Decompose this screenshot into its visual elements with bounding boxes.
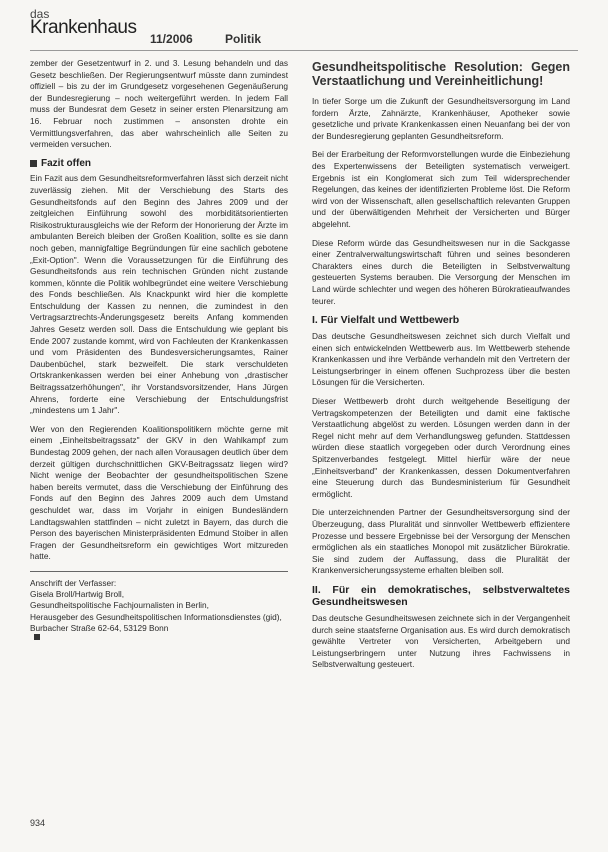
magazine-logo: [30, 8, 136, 37]
subheading-fazit: [30, 158, 288, 170]
resolution-title: Gesundheitspolitische Resolution: Gegen Verstaatlichung und Vereinheitlichung!: [312, 60, 570, 88]
square-bullet-icon: [30, 160, 37, 167]
body-paragraph: Dieser Wettbewerb droht durch weitgehende Beseitigung der Vertragskompetenzen der Beteiligten und damit eine faktische Verstaatlichung abgelöst zu werden. Lösungen werden dann in der Regel nicht mehr auf dem Verhandlungsweg gefunden. Stattdessen würden diese staatlich vorgegeben oder durch Verordnung eines Spitzenverbandes festgelegt. Mittel hierfür wäre der neue „Einheitsverband" der Krankenkassen, dessen Dokumentverfahren eine Steuerung durch das Bundesministerium für Gesundheit ermöglicht.: [312, 396, 570, 499]
address-line: Burbacher Straße 62-64, 53129 Bonn: [30, 622, 169, 633]
left-column: [30, 58, 288, 640]
page-number: 934: [30, 818, 46, 828]
logo-main-text: Krankenhaus: [30, 17, 137, 38]
page-header: [0, 0, 608, 52]
header-rule: [30, 50, 578, 51]
section-heading-1: I. Für Vielfalt und Wettbewerb: [312, 314, 460, 327]
address-line: Gisela Broll/Hartwig Broll,: [30, 589, 125, 600]
address-line: Gesundheitspolitische Fachjournalisten in Berlin,: [30, 600, 209, 611]
logo-small-text: das: [30, 7, 50, 21]
section-label: Politik: [225, 32, 262, 46]
end-mark-icon: [34, 634, 40, 640]
body-paragraph: Ein Fazit aus dem Gesundheitsreformverfahren lässt sich derzeit nicht zuverlässig ziehen. Mit der Verschiebung des Starts des Gesundheitsfonds auf den Beginn des Jahres 2009 und der zeitgleichen Einführung sowohl des morbiditätsorientierten Risikostrukturausgleichs wie der Reform der Honorierung der Ärzte im ambulanten Bereich bleiben der Großen Koalition, sollte es sie dann noch geben, mannigfaltige Begründungen für eine sachlich gebotene „Exit-Option". Wenn die Voraussetzungen für die Einführung des Gesundheitsfonds aus rein technischen Gründen nicht zustande kommen, könnte die Politik wohlbegründet eine weitere Verschiebung des Fonds beschließen. Als Knackpunkt wird hier die komplette Entschuldung der Kassen zu nennen, die zumindest in den Vertragsarztrechts-Änderungsgesetz bereits Anfang kommenden Jahres Gesetz werden soll. Dass die Entschuldung wie geplant bis Ende 2007 zustande kommt, wird von Fachleuten der Krankenkassen und vom Präsidenten des Bundesversicherungsamtes, Rainer Daubenbüchel, stark bezweifelt. Die stark verschuldeten Ortskrankenkassen werden bei einer Anhebung von „drastischer Beitragssatzerhöhungen", ihr Vorstandsvorsitzender, Hans Jürgen Ahrens, forderte eine Verschiebung der Entschuldungsfrist „mindestens um 1 Jahr".: [30, 173, 288, 416]
body-paragraph: Diese Reform würde das Gesundheitswesen nur in die Sackgasse einer Zentralverwaltungswirtschaft führen und seines besonderen Charakters eines durch die Beteiligten in Selbstverwaltung gesteuerten Systems berauben. Die Versorgung der Menschen im Land würde schlechter und wegen des höheren Bürokratieaufwandes teurer.: [312, 237, 570, 306]
body-paragraph: Bei der Erarbeitung der Reformvorstellungen wurde die Einbeziehung des Expertenwissens der Beteiligten systematisch verweigert. Ergebnis ist ein Konglomerat sich zum Teil widersprechender Regelungen, das keines der identifizierten Probleme löst. Die Reform wird von der Wissenschaft, allen gesellschaftlich relevanten Gruppen und der überwältigenden Mehrheit der Versicherten und Bürger abgelehnt.: [312, 149, 570, 229]
body-paragraph: In tiefer Sorge um die Zukunft der Gesundheitsversorgung im Land fordern Ärzte, Zahnärzte, Krankenhäuser, Apotheker sowie gesetzliche und private Krankenkassen einen Neuanfang bei der von der Bundesregierung geplanten Gesundheitsreform.: [312, 96, 570, 141]
body-paragraph: Die unterzeichnenden Partner der Gesundheitsversorgung sind der Überzeugung, dass Pluralität und sinnvoller Wettbewerb effizientere Prozesse und bessere Ergebnisse bei der Versorgung der Menschen ermöglichen als ein staatliches Monopol mit zusätzlicher Bürokratie. Sie sind zudem der Auffassung, dass die Pluralität der Krankenversicherungssysteme erhalten bleiben soll.: [312, 507, 570, 576]
address-label: Anschrift der Verfasser:: [30, 577, 117, 588]
body-paragraph: Wer von den Regierenden Koalitionspolitikern möchte gerne mit einem „Einheitsbeitragssatz" der GKV in den Wahlkampf zum Bundestag 2009 gehen, der nach allen Vorausagen deutlich über dem derzeit gültigen durchschnittlichen GKV-Beitragssatz liegen wird? Nicht wenige der Beobachter der gesundheitspolitischen Szene haben bereits vermutet, dass die Verschiebung der Einführung des Fonds auf den Beginn des Jahres 2009 auch dem Umstand geschuldet war, dass im Vorjahr in einigen Bundesländern Landtagswahlen stattfinden – nicht zuletzt in Bayern, das durch die Person des bayerischen Ministerpräsidenten Edmund Stoiber in allen Fragen der Gesundheitsreform ein gewichtiges Wort mitzureden hatte.: [30, 423, 288, 562]
section-heading-2: II. Für ein demokratisches, selbstverwaltetes Gesundheitswesen: [312, 583, 570, 608]
address-line: Herausgeber des Gesundheitspolitischen Informationsdienstes (gid),: [30, 611, 282, 622]
address-line-last: [30, 623, 288, 640]
body-paragraph: Das deutsche Gesundheitswesen zeichnete sich in der Vergangenheit durch seine staatsferne Organisation aus. Es wird durch demokratisch gewählte Vertreter von Versicherten, Arbeitgebern und Leistungserbringern unter Nutzung ihres Fachwissens in Selbstverwaltung gesteuert.: [312, 612, 570, 670]
right-column: [312, 58, 570, 678]
address-divider: [30, 571, 288, 572]
subheading-text: Fazit offen: [41, 157, 91, 169]
body-paragraph: Das deutsche Gesundheitswesen zeichnet sich durch Vielfalt und einen sich entwickelnden Wettbewerb aus. Im Wettbewerb stehende Krankenkassen und ihre Verbände verhandeln mit den Vertretern der Leistungserbringer in einem offenen Suchprozess über die besten Lösungen für die Versicherten.: [312, 331, 570, 388]
issue-number: 11/2006: [150, 32, 193, 46]
intro-paragraph: zember der Gesetzentwurf in 2. und 3. Lesung behandeln und das Gesetz beschließen. Der Regierungsentwurf müsste dann zumindest offiziell – bis zu der im Grundgesetz vorgesehenen Gegenäußerung der Bundesregierung – noch weitergeführt werden. In jedem Fall muss der Bundesrat dem Gesetz in seiner ersten Plenarsitzung am 16. Februar noch zustimmen – ansonsten drohte ein Vermittlungsverfahren, das aber wahrscheinlich alle Seiten zu vermeiden versuchen.: [30, 58, 288, 150]
author-address: [30, 578, 288, 640]
